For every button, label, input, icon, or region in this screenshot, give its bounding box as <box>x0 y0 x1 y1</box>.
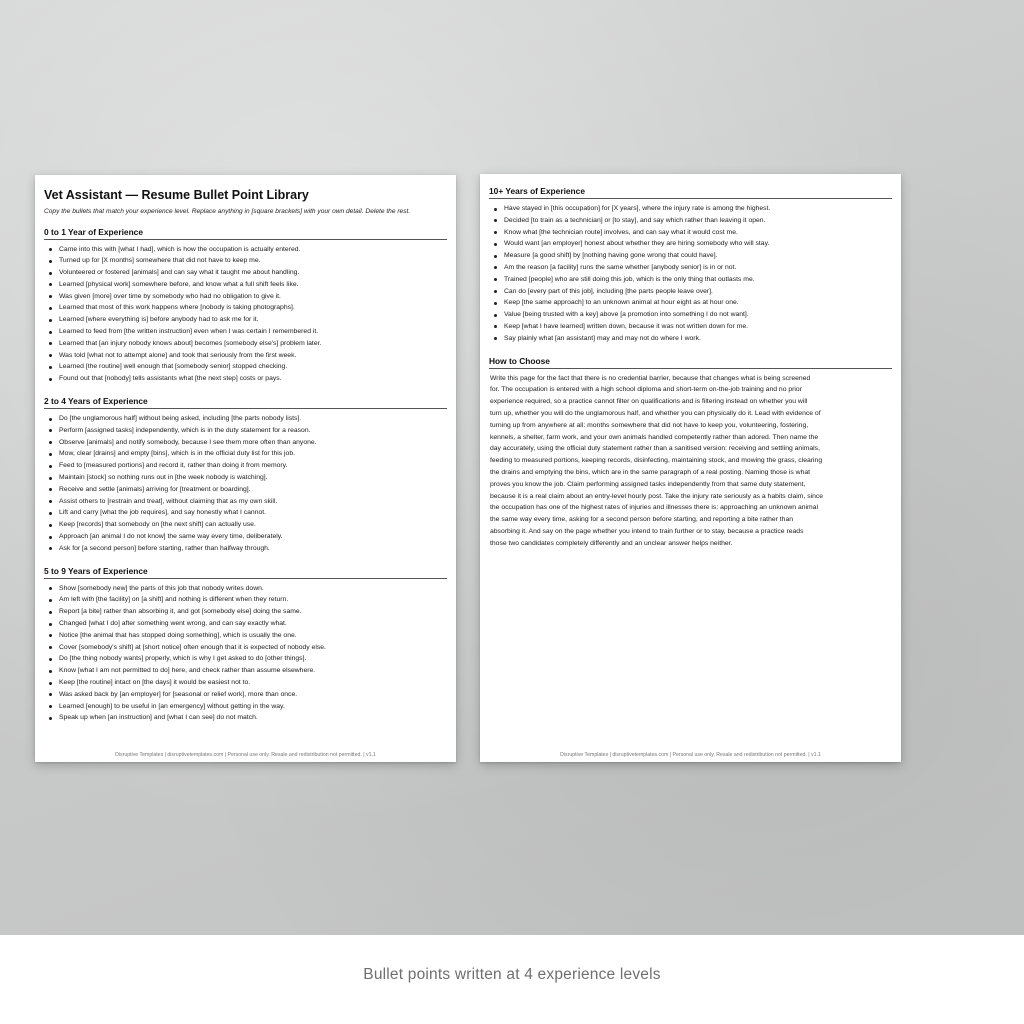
bullet-item: Was asked back by [an employer] for [seasonal or relief work], more than once. <box>44 689 447 701</box>
bullet-item: Measure [a good shift] by [nothing having gone wrong that could have]. <box>489 250 892 262</box>
paragraph-line: the occupation has one of the highest rates of injuries and illnesses there is: approaching an unknown animal <box>490 504 818 512</box>
paragraph-line: the drains and emptying the bins, which are in the same paragraph of a real posting. Naming those is what <box>490 468 811 476</box>
bullet-item: Am left with [the facility] on [a shift] and nothing is different when they return. <box>44 594 447 606</box>
bullet-item: Learned [enough] to be useful in [an emergency] without getting in the way. <box>44 701 447 713</box>
bullet-item: Know [what I am not permitted to do] here, and check rather than assume elsewhere. <box>44 665 447 677</box>
bullet-item: Learned that most of this work happens where [nobody is taking photographs]. <box>44 302 447 314</box>
bullet-item: Mow, clear [drains] and empty [bins], which is in the official duty list for this job. <box>44 448 447 460</box>
bullet-item: Know what [the technician route] involves, and can say what it would cost me. <box>489 227 892 239</box>
paragraph-line: feeding to measured portions, keeping records, disinfecting, maintaining stock, and mowing the grass, clearing <box>490 457 823 465</box>
bullet-item: Have stayed in [this occupation] for [X years], where the injury rate is among the highest. <box>489 203 892 215</box>
bullet-item: Learned that [an injury nobody knows about] becomes [somebody else's] problem later. <box>44 338 447 350</box>
bullet-item: Observe [animals] and notify somebody, because I see them more often than anyone. <box>44 437 447 449</box>
bullet-list <box>489 203 892 345</box>
bullet-item: Decided [to train as a technician] or [to stay], and say which rather than leaving it open. <box>489 215 892 227</box>
bullet-item: Do [the unglamorous half] without being asked, including [the parts nobody lists]. <box>44 413 447 425</box>
document-subtitle: Copy the bullets that match your experience level. Replace anything in [square brackets] with your own detail. Delete the rest. <box>44 208 411 215</box>
paragraph-line: experience required, so a practice cannot filter on qualifications and is filtering instead on whether you will <box>490 398 808 406</box>
bullet-item: Lift and carry [what the job requires], and say honestly what I cannot. <box>44 507 447 519</box>
paragraph-line: turning up from anywhere at all: months somewhere that did not have to keep you, volunteering, fostering, <box>490 421 809 429</box>
bullet-item: Learned [physical work] somewhere before, and know what a full shift feels like. <box>44 279 447 291</box>
bullet-item: Changed [what I do] after something went wrong, and can say exactly what. <box>44 618 447 630</box>
document-title: Vet Assistant — Resume Bullet Point Library <box>44 188 309 202</box>
bullet-item: Value [being trusted with a key] above [a promotion into something I do not want]. <box>489 309 892 321</box>
bullet-item: Turned up for [X months] somewhere that did not have to keep me. <box>44 255 447 267</box>
bullet-item: Would want [an employer] honest about whether they are hiring somebody who will stay. <box>489 238 892 250</box>
page-footer: Disruptive Templates | disruptivetemplates.com | Personal use only. Resale and redistribution not permitted. | v1.1 <box>115 752 376 758</box>
paragraph-line: day accurately, using the official duty statement rather than a sanitised version: receiving and settling animals, <box>490 445 820 453</box>
bullet-item: Cover [somebody's shift] at [short notice] often enough that it is expected of nobody else. <box>44 642 447 654</box>
bullet-item: Trained [people] who are still doing this job, which is the only thing that outlasts me. <box>489 274 892 286</box>
bullet-item: Do [the thing nobody wants] properly, which is why I get asked to do [other things]. <box>44 653 447 665</box>
document-page-left <box>35 175 456 762</box>
bullet-item: Found out that [nobody] tells assistants what [the next step] costs or pays. <box>44 373 447 385</box>
section-2-4-years <box>44 396 447 555</box>
bullet-item: Ask for [a second person] before starting, rather than halfway through. <box>44 543 447 555</box>
bullet-item: Keep [the routine] intact on [the days] it would be easiest not to. <box>44 677 447 689</box>
section-heading: How to Choose <box>489 356 892 369</box>
paragraph-line: turn up, whether you will do the unglamorous half, and whether you can physically do it. Lead with evidence of <box>490 409 821 417</box>
page-footer: Disruptive Templates | disruptivetemplates.com | Personal use only. Resale and redistribution not permitted. | v1.1 <box>560 752 821 758</box>
bullet-item: Receive and settle [animals] arriving for [treatment or boarding]. <box>44 484 447 496</box>
bullet-item: Perform [assigned tasks] independently, which is in the duty statement for a reason. <box>44 425 447 437</box>
bullet-item: Notice [the animal that has stopped doing something], which is usually the one. <box>44 630 447 642</box>
bullet-item: Show [somebody new] the parts of this job that nobody writes down. <box>44 583 447 595</box>
section-5-9-years <box>44 566 447 725</box>
bullet-item: Maintain [stock] so nothing runs out in [the week nobody is watching]. <box>44 472 447 484</box>
section-0-1-years <box>44 227 447 386</box>
bullet-item: Learned to feed from [the written instruction] even when I was certain I remembered it. <box>44 326 447 338</box>
bullet-item: Learned [where everything is] before anybody had to ask me for it. <box>44 314 447 326</box>
bullet-item: Am the reason [a facility] runs the same whether [anybody senior] is in or not. <box>489 262 892 274</box>
paragraph-line: Write this page for the fact that there is no credential barrier, because that changes what is being screened <box>490 374 811 382</box>
bullet-item: Assist others to [restrain and treat], without claiming that as my own skill. <box>44 496 447 508</box>
paragraph-line: absorbing it. And say on the page whether you intend to train further or to stay, because a practice reads <box>490 527 804 535</box>
section-heading: 0 to 1 Year of Experience <box>44 227 447 240</box>
section-heading: 5 to 9 Years of Experience <box>44 566 447 579</box>
bullet-item: Keep [what I have learned] written down, because it was not written down for me. <box>489 321 892 333</box>
bullet-item: Keep [the same approach] to an unknown animal at hour eight as at hour one. <box>489 297 892 309</box>
paragraph-line: kennels, a shelter, farm work, and your own animals handled competently rather than adored. Then name the <box>490 433 819 441</box>
bullet-item: Learned [the routine] well enough that [somebody senior] stopped checking. <box>44 361 447 373</box>
bullet-item: Came into this with [what I had], which is how the occupation is actually entered. <box>44 244 447 256</box>
section-heading: 2 to 4 Years of Experience <box>44 396 447 409</box>
bullet-list <box>44 413 447 555</box>
bullet-item: Can do [every part of this job], including [the parts people leave over]. <box>489 286 892 298</box>
bullet-item: Approach [an animal I do not know] the same way every time, deliberately. <box>44 531 447 543</box>
how-to-choose-paragraph <box>490 373 892 550</box>
bullet-item: Keep [records] that somebody on [the next shift] can actually use. <box>44 519 447 531</box>
paragraph-line: proves you know the job. Claim performing assigned tasks independently from that same duty statement, <box>490 480 806 488</box>
paragraph-line: those two candidates completely differently and an unclear answer helps neither. <box>490 539 733 547</box>
paragraph-line: the same way every time, asking for a second person before starting, and reporting a bite rather than <box>490 516 794 524</box>
document-page-right <box>480 174 901 762</box>
bullet-list <box>44 583 447 725</box>
section-10-plus-years <box>489 186 892 345</box>
bullet-item: Was given [more] over time by somebody who had no obligation to give it. <box>44 291 447 303</box>
bullet-item: Was told [what not to attempt alone] and took that seriously from the first week. <box>44 350 447 362</box>
how-to-choose-section <box>489 356 892 550</box>
image-caption: Bullet points written at 4 experience levels <box>363 966 661 983</box>
bullet-item: Say plainly what [an assistant] may and may not do where I work. <box>489 333 892 345</box>
section-heading: 10+ Years of Experience <box>489 186 892 199</box>
bullet-list <box>44 244 447 386</box>
paragraph-line: for. The occupation is entered with a high school diploma and short-term on-the-job training and no prior <box>490 386 802 394</box>
bullet-item: Feed to [measured portions] and record it, rather than doing it from memory. <box>44 460 447 472</box>
bullet-item: Speak up when [an instruction] and [what I can see] do not match. <box>44 712 447 724</box>
bullet-item: Volunteered or fostered [animals] and can say what it taught me about handling. <box>44 267 447 279</box>
paragraph-line: because it is a real claim about an entry-level hourly post. Take the injury rate seriously as a habits claim, since <box>490 492 824 500</box>
bullet-item: Report [a bite] rather than absorbing it, and got [somebody else] doing the same. <box>44 606 447 618</box>
